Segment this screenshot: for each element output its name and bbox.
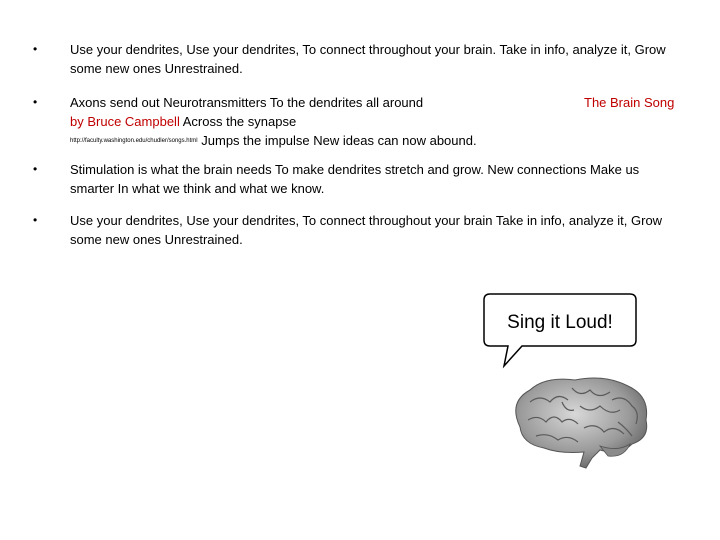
lyric-text: Across the synapse [182, 114, 297, 129]
lyric-paragraph-2 [70, 93, 590, 151]
bullet-dot: • [33, 95, 38, 109]
lyric-text: Jumps the impulse New ideas can now abound. [201, 133, 477, 148]
source-url[interactable]: http://faculty.washington.edu/chudler/songs.html [70, 138, 198, 145]
bullet-dot: • [33, 42, 38, 56]
song-title: The Brain Song [584, 95, 675, 110]
brain-icon [500, 372, 670, 472]
lyric-paragraph-4: Use your dendrites, Use your dendrites, To connect throughout your brain Take in info, analyze it, Grow some new ones Unrestrained. [70, 213, 663, 247]
bullet-dot: • [33, 162, 38, 176]
lyric-paragraph-3: Stimulation is what the brain needs To make dendrites stretch and grow. New connections Make us smarter In what we think and what we know. [70, 162, 640, 196]
bullet-dot: • [33, 213, 38, 227]
lyric-text: Axons send out Neurotransmitters To the dendrites all around [70, 95, 424, 110]
author-credit: by Bruce Campbell [70, 114, 180, 129]
speech-bubble [482, 292, 640, 372]
lyric-paragraph-1: Use your dendrites, Use your dendrites, To connect throughout your brain. Take in info, analyze it, Grow some new ones Unrestrained. [70, 42, 666, 76]
bubble-text: Sing it Loud! [507, 312, 613, 333]
